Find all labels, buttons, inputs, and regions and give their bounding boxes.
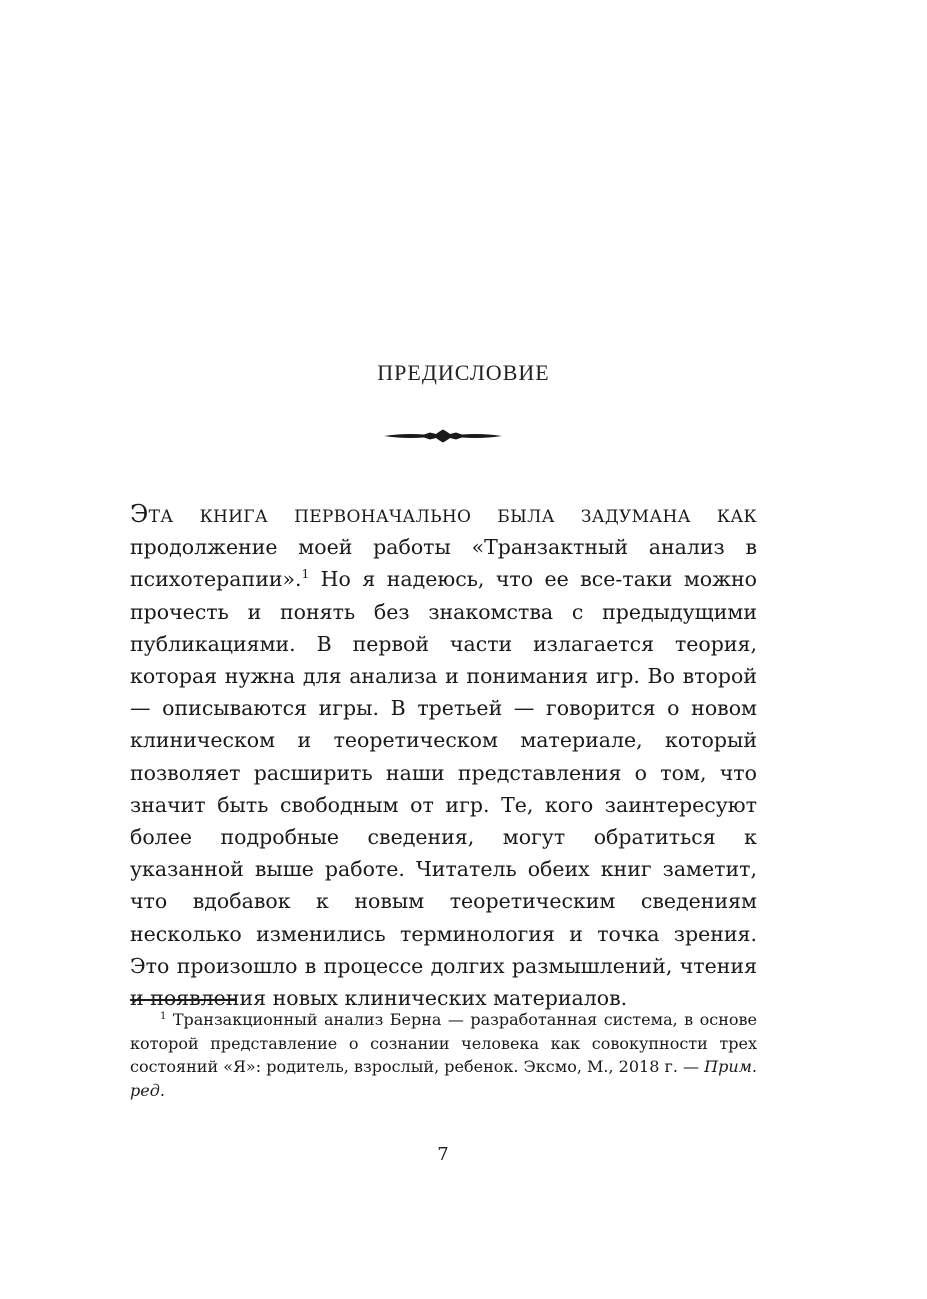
footnote-separator xyxy=(130,999,237,1001)
ornament-divider-icon xyxy=(384,428,502,444)
footnote-number: 1 xyxy=(160,1011,167,1022)
paragraph-lead-smallcaps: Эта книга первоначально была задумана как xyxy=(130,500,757,528)
footnote xyxy=(130,1008,757,1102)
paragraph-text-start: продолжение моей работы «Транзактный анализ в психотерапии». xyxy=(130,535,757,592)
chapter-title: ПРЕДИСЛОВИЕ xyxy=(377,360,550,385)
footnote-reference[interactable]: 1 xyxy=(301,567,310,582)
footnote-text: Транзакционный анализ Берна — разработанная система, в основе которой представление о сознании человека как совокупности трех состояний «Я»: родитель, взрослый, ребенок. Эксмо, М., 2018 г. — xyxy=(130,1010,757,1076)
page-number: 7 xyxy=(437,1144,449,1165)
paragraph-text-rest: Но я надеюсь, что ее все-таки можно прочесть и понять без знакомства с предыдущими публикациями. В первой части излагается теория, которая нужна для анализа и понимания игр. Во второй — описываются игры. В третьей — говорится о новом клиническом и теоретическом материале, который позволяет расширить наши представления о том, что значит быть свободным от игр. Те, кого заинтересуют более подробные сведения, могут обратиться к указанной выше работе. Читатель обеих книг заметит, что вдобавок к новым теоретическим сведениям несколько изменились терминология и точка зрения. Это произошло в процессе долгих размышлений, чтения и появления новых клинических материалов. xyxy=(130,567,757,1011)
body-paragraph xyxy=(130,498,757,1014)
footnote-editor-note: Прим. ред. xyxy=(130,1057,757,1100)
